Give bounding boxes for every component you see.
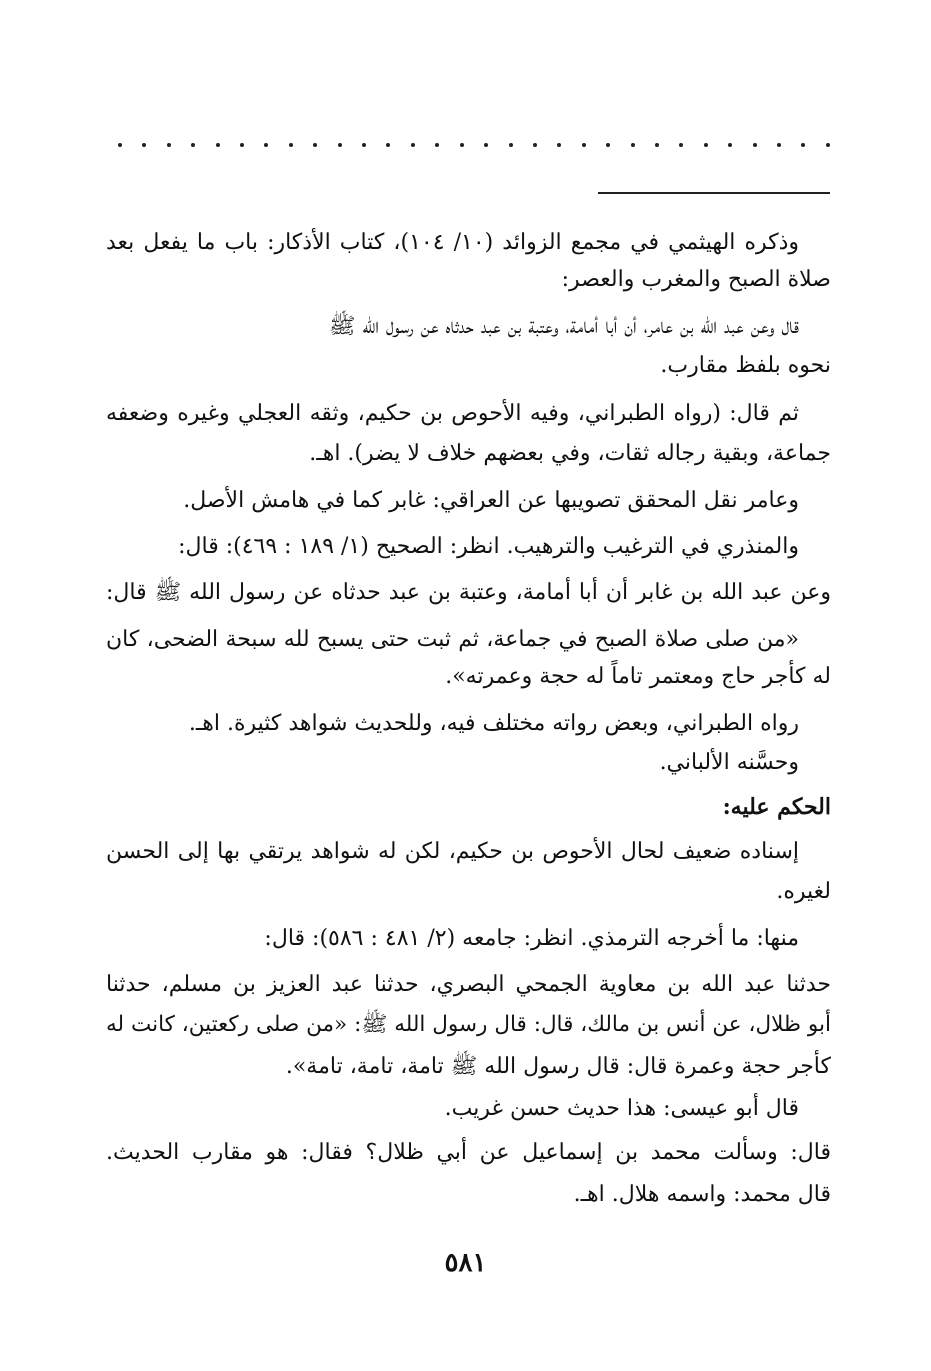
dotted-separator xyxy=(118,138,830,152)
separator-dot xyxy=(826,143,830,147)
separator-dot xyxy=(801,143,805,147)
footnote-rule xyxy=(598,192,830,194)
text-line: قال وعن عبد الله بن عامر، أن أبا أمامة، وعتبة بن عبد حدثاه عن رسول الله ﷺ xyxy=(328,314,799,339)
separator-dot xyxy=(338,143,342,147)
separator-dot xyxy=(533,143,537,147)
separator-dot xyxy=(167,143,171,147)
text-line: وعن عبد الله بن غابر أن أبا أمامة، وعتبة بن عبد حدثاه عن رسول الله ﷺ قال: xyxy=(106,580,831,605)
separator-dot xyxy=(118,143,122,147)
separator-dot xyxy=(557,143,561,147)
text-line: ثم قال: (رواه الطبراني، وفيه الأحوص بن حكيم، وثقه العجلي وغيره وضعفه xyxy=(106,401,799,426)
separator-dot xyxy=(411,143,415,147)
separator-dot xyxy=(362,143,366,147)
separator-dot xyxy=(631,143,635,147)
separator-dot xyxy=(655,143,659,147)
separator-dot xyxy=(753,143,757,147)
separator-dot xyxy=(777,143,781,147)
separator-dot xyxy=(484,143,488,147)
separator-dot xyxy=(606,143,610,147)
text-line: وذكره الهيثمي في مجمع الزوائد (١٠/ ١٠٤)، كتاب الأذكار: باب ما يفعل بعد xyxy=(106,230,800,255)
separator-dot xyxy=(679,143,683,147)
text-line: إسناده ضعيف لحال الأحوص بن حكيم، لكن له شواهد يرتقي بها إلى الحسن xyxy=(106,839,799,864)
separator-dot xyxy=(313,143,317,147)
text-line: لغيره. xyxy=(776,879,831,904)
text-line: قال: وسألت محمد بن إسماعيل عن أبي ظلال؟ فقال: هو مقارب الحديث. xyxy=(106,1140,831,1165)
text-line: قال محمد: واسمه هلال. اهـ. xyxy=(573,1182,831,1207)
text-line: أبو ظلال، عن أنس بن مالك، قال: قال رسول الله ﷺ: «من صلى ركعتين، كانت له xyxy=(106,1012,831,1037)
text-line: «من صلى صلاة الصبح في جماعة، ثم ثبت حتى يسبح لله سبحة الضحى، كان xyxy=(106,627,799,652)
separator-dot xyxy=(460,143,464,147)
text-line: جماعة، وبقية رجاله ثقات، وفي بعضهم خلاف لا يضر). اهـ. xyxy=(309,441,831,466)
separator-dot xyxy=(289,143,293,147)
page-number: ٥٨١ xyxy=(444,1248,487,1278)
separator-dot xyxy=(386,143,390,147)
section-heading: الحكم عليه: xyxy=(722,794,831,820)
separator-dot xyxy=(582,143,586,147)
separator-dot xyxy=(704,143,708,147)
separator-dot xyxy=(264,143,268,147)
separator-dot xyxy=(191,143,195,147)
text-line: رواه الطبراني، وبعض رواته مختلف فيه، وللحديث شواهد كثيرة. اهـ. xyxy=(188,711,799,736)
separator-dot xyxy=(509,143,513,147)
separator-dot xyxy=(240,143,244,147)
text-line: والمنذري في الترغيب والترهيب. انظر: الصحيح (١/ ١٨٩ : ٤٦٩): قال: xyxy=(178,534,799,559)
separator-dot xyxy=(728,143,732,147)
text-line: صلاة الصبح والمغرب والعصر: xyxy=(561,267,831,292)
text-line: قال أبو عيسى: هذا حديث حسن غريب. xyxy=(444,1096,799,1121)
text-line: حدثنا عبد الله بن معاوية الجمحي البصري، حدثنا عبد العزيز بن مسلم، حدثنا xyxy=(106,972,831,997)
text-line: وعامر نقل المحقق تصويبها عن العراقي: غابر كما في هامش الأصل. xyxy=(183,488,799,513)
separator-dot xyxy=(142,143,146,147)
text-line: له كأجر حاج ومعتمر تاماً له حجة وعمرته». xyxy=(445,664,831,689)
separator-dot xyxy=(435,143,439,147)
text-line: نحوه بلفظ مقارب. xyxy=(660,353,831,378)
separator-dot xyxy=(216,143,220,147)
text-line: كأجر حجة وعمرة قال: قال رسول الله ﷺ تامة، تامة، تامة». xyxy=(285,1054,831,1079)
text-line: وحسَّنه الألباني. xyxy=(659,750,799,775)
text-line: منها: ما أخرجه الترمذي. انظر: جامعه (٢/ ٤٨١ : ٥٨٦): قال: xyxy=(264,926,799,951)
